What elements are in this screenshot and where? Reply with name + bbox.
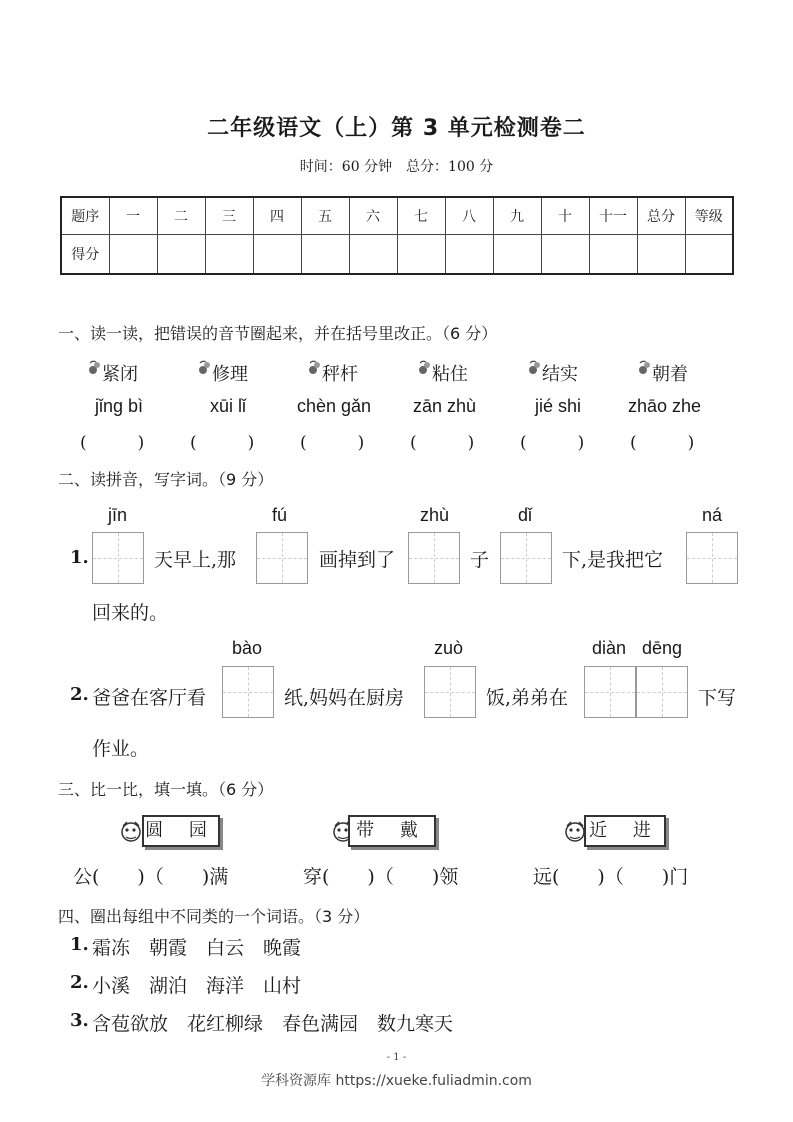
score-table-header-cell: 十一 [589, 197, 637, 235]
pinyin-label: fú [272, 505, 288, 525]
pinyin-label[interactable]: zhāo zhe [628, 396, 702, 416]
score-table-header-cell: 一 [109, 197, 157, 235]
pinyin-label[interactable]: jǐng bì [95, 396, 144, 416]
horn-icon [307, 360, 321, 376]
score-table-label: 得分 [61, 235, 109, 275]
score-cell[interactable] [301, 235, 349, 275]
word-text: 紧闭 [102, 364, 138, 385]
writing-box[interactable] [408, 532, 460, 584]
pinyin-label: bào [232, 638, 263, 658]
score-cell[interactable] [157, 235, 205, 275]
word-text: 秤杆 [322, 364, 358, 385]
word-group[interactable]: 小溪 湖泊 海洋 山村 [92, 975, 302, 997]
score-cell[interactable] [397, 235, 445, 275]
horn-icon [637, 360, 651, 376]
score-cell[interactable] [253, 235, 301, 275]
section-1-word [527, 360, 578, 386]
question-number: 1. [70, 934, 89, 955]
pinyin-label: dēng [642, 638, 683, 658]
score-table-header-cell: 五 [301, 197, 349, 235]
writing-box[interactable] [92, 532, 144, 584]
word-text: 朝着 [652, 364, 688, 385]
section-4-heading: 四、圈出每组中不同类的一个词语。（3 分） [58, 907, 370, 926]
fill-blank-item[interactable]: 远( )（ )门 [533, 866, 689, 888]
word-group[interactable]: 霜冻 朝霞 白云 晚霞 [92, 937, 302, 959]
page-number: - 1 - [386, 1052, 407, 1063]
section-1-word [417, 360, 468, 386]
score-cell[interactable] [685, 235, 733, 275]
question-number: 2. [70, 972, 89, 993]
score-table-header-cell: 八 [445, 197, 493, 235]
writing-box[interactable] [500, 532, 552, 584]
score-table-header-cell: 四 [253, 197, 301, 235]
score-table-label: 题序 [61, 197, 109, 235]
section-1-word [197, 360, 248, 386]
score-cell[interactable] [541, 235, 589, 275]
question-number: 3. [70, 1010, 89, 1031]
writing-box[interactable] [222, 666, 274, 718]
sentence-text: 作业。 [92, 738, 150, 760]
sentence-text: 天早上,那 [154, 549, 237, 571]
page-title: 二年级语文（上）第 3 单元检测卷二 [207, 116, 586, 141]
section-3-heading: 三、比一比，填一填。（6 分） [58, 780, 274, 799]
score-cell[interactable] [445, 235, 493, 275]
score-table-header-cell: 三 [205, 197, 253, 235]
score-table-header-cell: 十 [541, 197, 589, 235]
score-table [60, 196, 734, 275]
pinyin-label[interactable]: jié shi [535, 396, 582, 416]
score-table-header-cell: 六 [349, 197, 397, 235]
score-table-header-cell: 九 [493, 197, 541, 235]
score-table-header-cell: 等级 [685, 197, 733, 235]
word-text: 粘住 [432, 364, 468, 385]
answer-blank[interactable]: ( ) [80, 433, 145, 453]
compare-card: 带 戴 [348, 815, 436, 847]
answer-blank[interactable]: ( ) [520, 433, 585, 453]
pinyin-label: diàn [592, 638, 627, 658]
writing-box[interactable] [256, 532, 308, 584]
horn-icon [527, 360, 541, 376]
sentence-text: 子 [470, 549, 490, 571]
pinyin-label[interactable]: chèn gǎn [297, 396, 372, 416]
answer-blank[interactable]: ( ) [190, 433, 255, 453]
score-table-header-cell: 七 [397, 197, 445, 235]
writing-box[interactable] [686, 532, 738, 584]
writing-box[interactable] [636, 666, 688, 718]
horn-icon [417, 360, 431, 376]
exam-info: 时间：60 分钟 总分：100 分 [299, 159, 494, 175]
mascot-icon [118, 818, 144, 844]
sentence-text: 纸,妈妈在厨房 [284, 687, 405, 709]
sentence-text: 下,是我把它 [562, 549, 664, 571]
pinyin-label[interactable]: zān zhù [413, 396, 477, 416]
horn-icon [197, 360, 211, 376]
score-cell[interactable] [109, 235, 157, 275]
score-cell[interactable] [205, 235, 253, 275]
question-number: 2. [70, 684, 89, 705]
score-table-score-row [61, 235, 733, 275]
pinyin-label: ná [702, 505, 723, 525]
sentence-text: 画掉到了 [319, 549, 396, 571]
sentence-text: 饭,弟弟在 [486, 687, 569, 709]
word-text: 修理 [212, 364, 248, 385]
score-cell[interactable] [637, 235, 685, 275]
section-1-word [307, 360, 358, 386]
word-text: 结实 [542, 364, 578, 385]
answer-blank[interactable]: ( ) [630, 433, 695, 453]
answer-blank[interactable]: ( ) [410, 433, 475, 453]
score-cell[interactable] [349, 235, 397, 275]
score-cell[interactable] [589, 235, 637, 275]
score-cell[interactable] [493, 235, 541, 275]
pinyin-label: zhù [420, 505, 450, 525]
writing-box[interactable] [424, 666, 476, 718]
section-1-word [87, 360, 138, 386]
section-1-word [637, 360, 688, 386]
horn-icon [87, 360, 101, 376]
score-table-header-row [61, 197, 733, 235]
pinyin-label: dǐ [518, 505, 533, 525]
writing-box[interactable] [584, 666, 636, 718]
fill-blank-item[interactable]: 穿( )（ )领 [303, 866, 459, 888]
pinyin-label[interactable]: xūi lǐ [210, 396, 247, 416]
sentence-text: 回来的。 [92, 602, 169, 624]
score-table-header-cell: 二 [157, 197, 205, 235]
footer-source: 学科资源库 https://xueke.fuliadmin.com [261, 1073, 532, 1089]
section-1-heading: 一、读一读，把错误的音节圈起来，并在括号里改正。（6 分） [58, 324, 498, 343]
answer-blank[interactable]: ( ) [300, 433, 365, 453]
word-group[interactable]: 含苞欲放 花红柳绿 春色满园 数九寒天 [92, 1013, 454, 1035]
compare-card: 圆 园 [142, 815, 220, 847]
compare-card: 近 进 [584, 815, 666, 847]
section-2-heading: 二、读拼音，写字词。（9 分） [58, 470, 274, 489]
sentence-text: 爸爸在客厅看 [92, 687, 207, 709]
pinyin-label: zuò [434, 638, 464, 658]
question-number: 1. [70, 547, 89, 568]
pinyin-label: jīn [108, 505, 128, 525]
sentence-text: 下写 [698, 687, 737, 709]
score-table-header-cell: 总分 [637, 197, 685, 235]
fill-blank-item[interactable]: 公( )（ )满 [73, 866, 229, 888]
